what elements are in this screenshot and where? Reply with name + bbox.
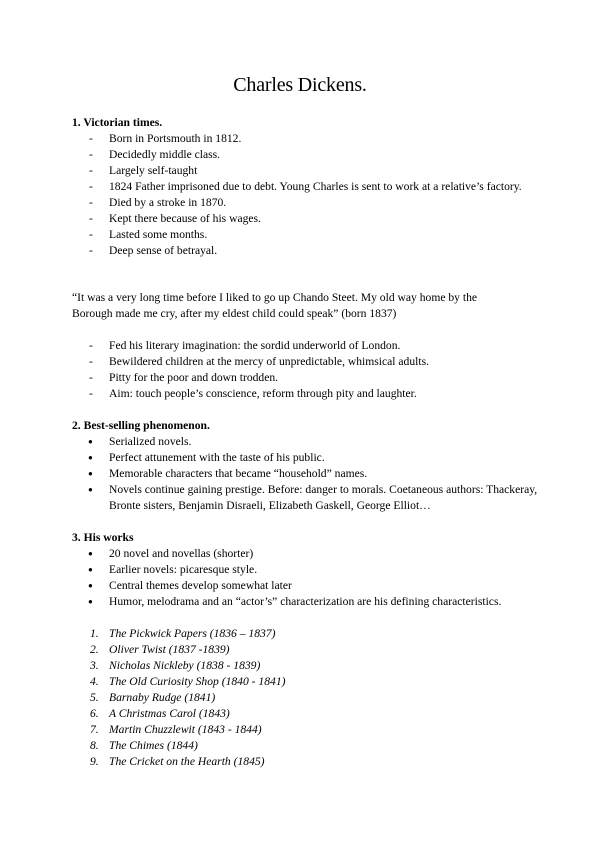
item-number: 9. — [90, 755, 99, 768]
item-number: 8. — [90, 739, 99, 752]
section-victorian-times — [72, 115, 542, 259]
work-title: The Old Curiosity Shop (1840 - 1841) — [109, 675, 286, 688]
list-item: - Deep sense of betrayal. — [72, 243, 542, 259]
work-title: Oliver Twist (1837 -1839) — [109, 643, 230, 656]
section-best-selling — [72, 418, 542, 514]
dash-list — [72, 338, 542, 402]
list-item: ● Central themes develop somewhat later — [72, 578, 542, 594]
list-item: - Bewildered children at the mercy of unpredictable, whimsical adults. — [72, 354, 542, 370]
item-number: 3. — [90, 659, 99, 672]
list-item: - Pitty for the poor and down trodden. — [72, 370, 542, 386]
work-title: The Pickwick Papers (1836 – 1837) — [109, 627, 276, 640]
section-heading: 3. His works — [72, 531, 134, 544]
list-item: - Born in Portsmouth in 1812. — [72, 131, 542, 147]
item-number: 2. — [90, 643, 99, 656]
list-item: - Fed his literary imagination: the sordid underworld of London. — [72, 338, 542, 354]
numbered-list — [72, 626, 542, 770]
item-number: 6. — [90, 707, 99, 720]
work-item — [72, 642, 542, 658]
item-number: 1. — [90, 627, 99, 640]
list-item: ● 20 novel and novellas (shorter) — [72, 546, 542, 562]
list-item: ● Humor, melodrama and an “actor’s” characterization are his defining characteristics. — [72, 594, 542, 610]
work-title: A Christmas Carol (1843) — [109, 707, 230, 720]
item-number: 5. — [90, 691, 99, 704]
list-item: ● Novels continue gaining prestige. Before: danger to morals. Coetaneous authors: Thackeray, Bronte sisters, Benjamin Disraeli, Elizabeth Gaskell, George Elliot… — [72, 482, 542, 514]
work-title: The Cricket on the Hearth (1845) — [109, 755, 265, 768]
page-title: Charles Dickens. — [233, 74, 367, 96]
work-title: Barnaby Rudge (1841) — [109, 691, 216, 704]
list-item: - Aim: touch people’s conscience, reform through pity and laughter. — [72, 386, 542, 402]
list-item: ● Perfect attunement with the taste of his public. — [72, 450, 542, 466]
work-item — [72, 754, 542, 770]
bullet-list — [72, 434, 542, 514]
list-item: ● Earlier novels: picaresque style. — [72, 562, 542, 578]
section-themes — [72, 338, 542, 402]
work-item — [72, 674, 542, 690]
work-title: Nicholas Nickleby (1838 - 1839) — [109, 659, 261, 672]
work-item — [72, 722, 542, 738]
section-heading: 1. Victorian times. — [72, 116, 163, 129]
work-item — [72, 738, 542, 754]
list-item: - Largely self-taught — [72, 163, 542, 179]
list-item: - Decidedly middle class. — [72, 147, 542, 163]
bullet-list — [72, 546, 542, 610]
work-title: The Chimes (1844) — [109, 739, 198, 752]
item-number: 4. — [90, 675, 99, 688]
list-item: ● Memorable characters that became “household” names. — [72, 466, 542, 482]
work-item — [72, 690, 542, 706]
section-his-works — [72, 530, 542, 610]
list-item: ● Serialized novels. — [72, 434, 542, 450]
works-list — [72, 626, 542, 770]
dash-list — [72, 131, 542, 259]
list-item: - Died by a stroke in 1870. — [72, 195, 542, 211]
item-number: 7. — [90, 723, 99, 736]
section-heading: 2. Best-selling phenomenon. — [72, 419, 210, 432]
dickens-quote: “It was a very long time before I liked to go up Chando Steet. My old way home by the Borough made me cry, after my eldest child could speak” (born 1837) — [72, 291, 478, 320]
work-item — [72, 706, 542, 722]
work-item — [72, 658, 542, 674]
list-item: - Lasted some months. — [72, 227, 542, 243]
work-item — [72, 626, 542, 642]
list-item: - Kept there because of his wages. — [72, 211, 542, 227]
list-item: - 1824 Father imprisoned due to debt. Young Charles is sent to work at a relative’s factory. — [72, 179, 542, 195]
work-title: Martin Chuzzlewit (1843 - 1844) — [109, 723, 262, 736]
